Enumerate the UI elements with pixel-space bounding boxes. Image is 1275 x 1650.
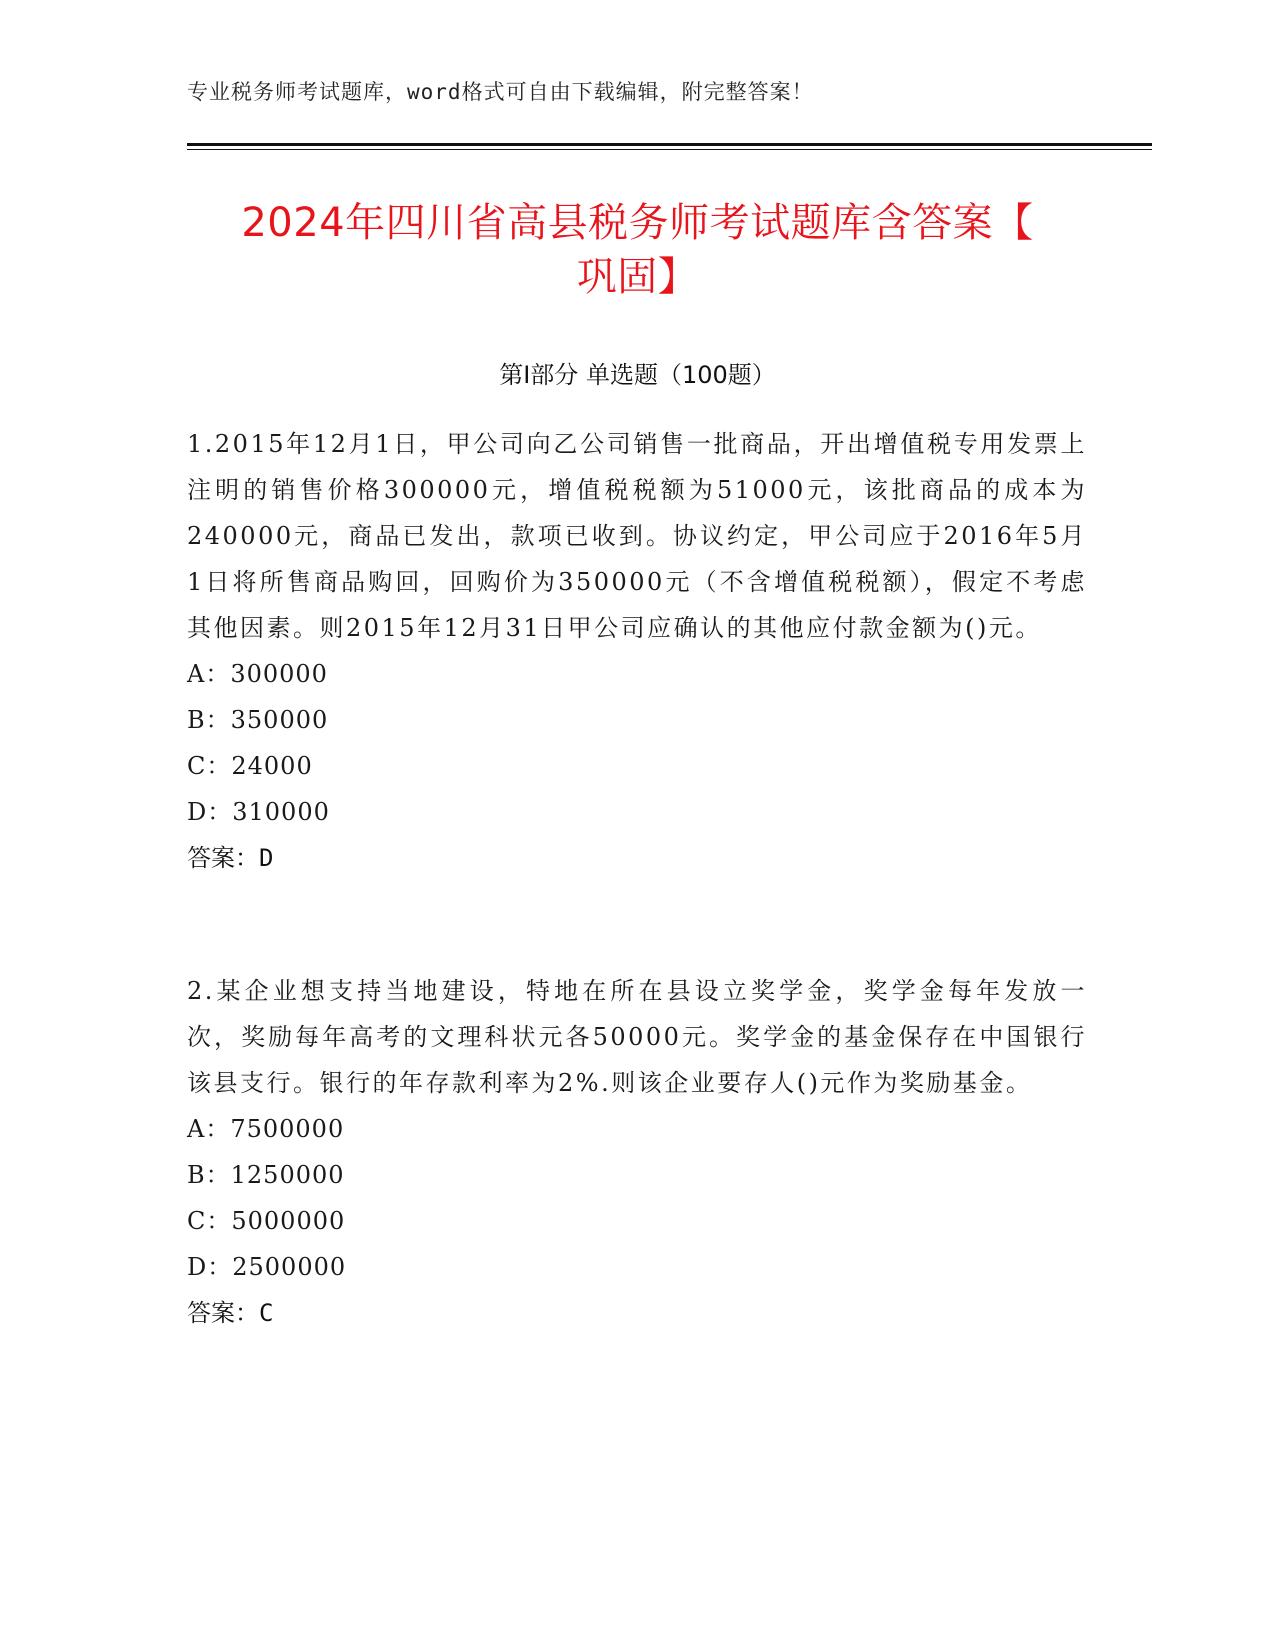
option-b: B：1250000 <box>187 1161 345 1189</box>
document-title-line-1: 2024年四川省高县税务师考试题库含答案【 <box>241 200 1034 246</box>
option-d: D：2500000 <box>187 1253 347 1281</box>
option-c: C：5000000 <box>187 1207 346 1235</box>
answer-line <box>187 835 1087 881</box>
option-a: A：7500000 <box>187 1115 345 1143</box>
header-rule-thick <box>187 143 1152 146</box>
option-b: B：350000 <box>187 706 329 734</box>
question-1 <box>187 421 1087 881</box>
header-note: 专业税务师考试题库，word格式可自由下载编辑，附完整答案！ <box>187 80 814 104</box>
option-a: A：300000 <box>187 660 328 688</box>
answer-value: C <box>259 1299 274 1327</box>
section-title: 第I部分 单选题（100题） <box>499 361 776 389</box>
option-d: D：310000 <box>187 798 330 826</box>
document-title-line-2: 巩固】 <box>576 254 699 300</box>
answer-line <box>187 1290 1087 1336</box>
question-stem: 1.2015年12月1日，甲公司向乙公司销售一批商品，开出增值税专用发票上注明的销售价格300000元，增值税税额为51000元，该批商品的成本为240000元，商品已发出，款项已收到。协议约定，甲公司应于2016年5月1日将所售商品购回，回购价为350000元（不含增值税税额），假定不考虑其他因素。则2015年12月31日甲公司应确认的其他应付款金额为()元。 <box>187 430 1087 642</box>
answer-label: 答案： <box>187 1299 259 1327</box>
option-c: C：24000 <box>187 752 313 780</box>
header-rule-thin <box>187 149 1152 150</box>
answer-value: D <box>259 844 274 872</box>
question-stem: 2.某企业想支持当地建设，特地在所在县设立奖学金，奖学金每年发放一次，奖励每年高考的文理科状元各50000元。奖学金的基金保存在中国银行该县支行。银行的年存款利率为2%.则该企业要存人()元作为奖励基金。 <box>187 977 1087 1097</box>
document-title <box>150 196 1125 304</box>
question-2 <box>187 968 1087 1336</box>
answer-label: 答案： <box>187 844 259 872</box>
